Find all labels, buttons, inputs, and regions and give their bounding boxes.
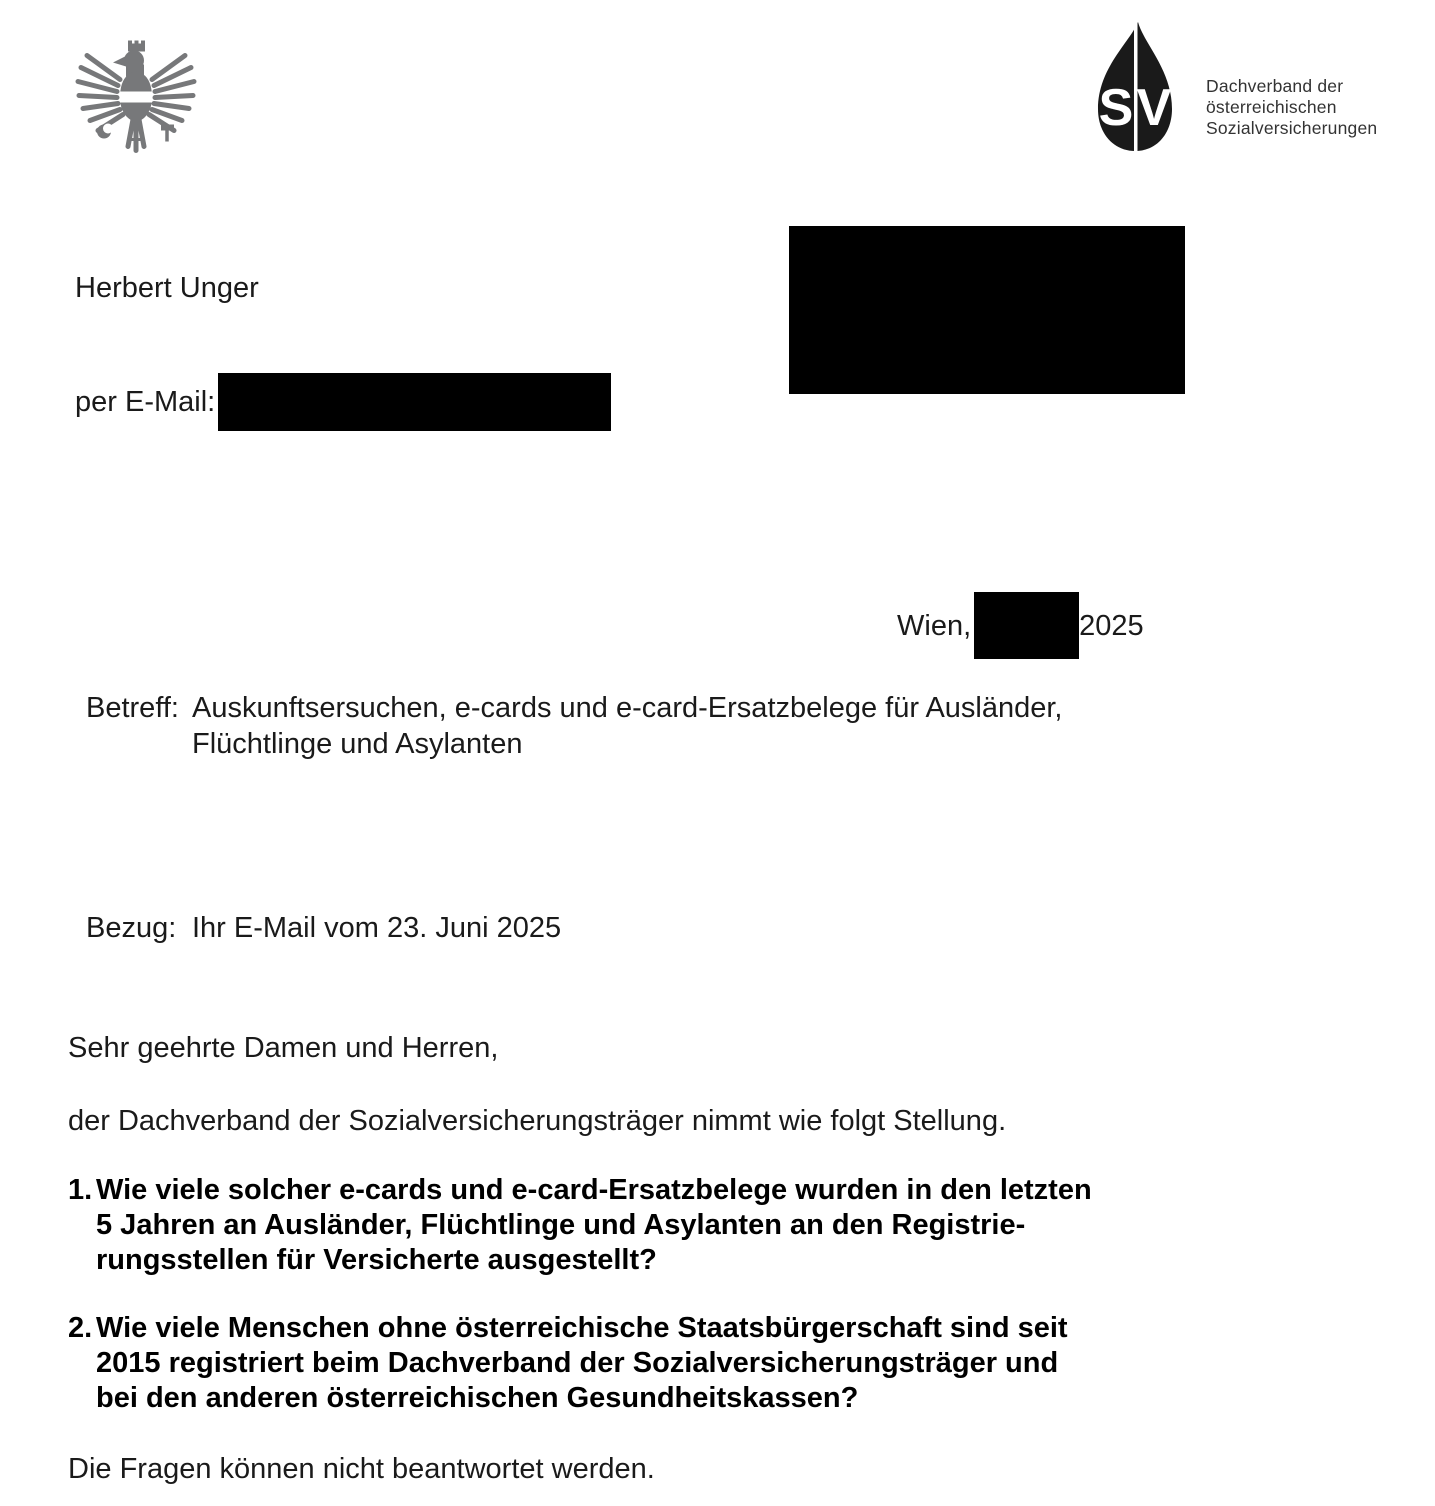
subject-text	[192, 690, 1062, 762]
question-number: 1.	[68, 1174, 93, 1206]
sv-org-name-line: österreichischen	[1206, 97, 1337, 117]
reference-label: Bezug:	[86, 912, 177, 944]
question-text	[96, 1311, 1068, 1416]
question-line: 2015 registriert beim Dachverband der Sozialversicherungsträger und	[96, 1347, 1059, 1379]
question-text	[96, 1173, 1092, 1278]
sv-org-name-line: Dachverband der	[1206, 76, 1344, 96]
subject-line: Auskunftsersuchen, e-cards und e-card-Ersatzbelege für Ausländer,	[192, 692, 1063, 724]
redaction-box-address	[789, 226, 1185, 394]
salutation: Sehr geehrte Damen und Herren,	[68, 1032, 499, 1064]
date-line	[897, 592, 1144, 659]
sv-logo-letter-v: V	[1136, 79, 1172, 137]
reference-text: Ihr E-Mail vom 23. Juni 2025	[192, 912, 562, 944]
recipient-name: Herbert Unger	[75, 272, 259, 304]
question-line: bei den anderen österreichischen Gesundheitskassen?	[96, 1382, 859, 1414]
question-line: rungsstellen für Versicherte ausgestellt?	[96, 1244, 657, 1276]
austrian-eagle-icon	[73, 38, 200, 156]
redaction-box-date	[974, 592, 1079, 659]
intro-paragraph: der Dachverband der Sozialversicherungsträger nimmt wie folgt Stellung.	[68, 1105, 1007, 1137]
sv-logo-letter-s: S	[1098, 79, 1134, 137]
sv-org-name	[1206, 76, 1377, 139]
redaction-box-email	[218, 373, 611, 431]
closing-paragraph: Die Fragen können nicht beantwortet werden.	[68, 1453, 655, 1485]
date-year: 2025	[1079, 609, 1144, 642]
email-line	[75, 373, 611, 431]
sv-org-name-line: Sozialversicherungen	[1206, 118, 1378, 138]
question-line: Wie viele solcher e-cards und e-card-Ersatzbelege wurden in den letzten	[96, 1174, 1092, 1206]
subject-line: Flüchtlinge und Asylanten	[192, 728, 523, 760]
reference-block	[86, 910, 561, 946]
question-line: Wie viele Menschen ohne österreichische Staatsbürgerschaft sind seit	[96, 1312, 1068, 1344]
sv-logo-icon	[1090, 22, 1180, 155]
date-city: Wien,	[897, 609, 972, 642]
question-line: 5 Jahren an Ausländer, Flüchtlinge und Asylanten an den Registrie-	[96, 1209, 1026, 1241]
subject-label: Betreff:	[86, 692, 179, 724]
email-label: per E-Mail:	[75, 386, 216, 418]
question-1	[68, 1173, 1092, 1278]
question-number: 2.	[68, 1312, 93, 1344]
subject-block	[86, 690, 1062, 762]
question-2	[68, 1311, 1068, 1416]
